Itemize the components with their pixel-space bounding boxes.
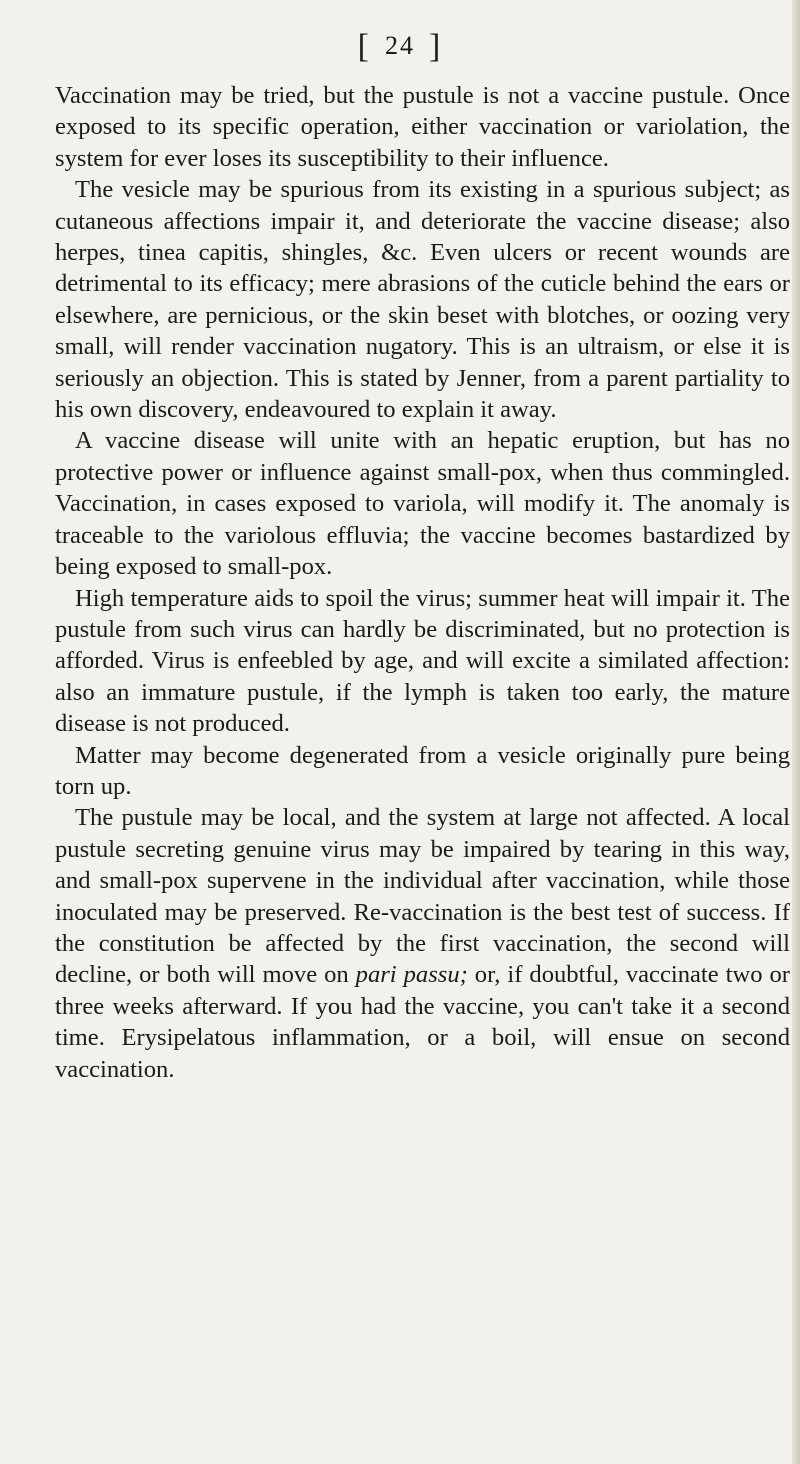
body-text [55, 80, 790, 1085]
paragraph [55, 425, 790, 582]
paragraph-text: A vaccine disease will unite with an hepatic eruption, but has no protective power or influence against small-pox, when thus commingled. Vaccination, in cases exposed to variola, will modify it. The anomaly is traceable to the variolous effluvia; the vaccine becomes bastardized by being exposed to small-pox. [55, 427, 790, 581]
paragraph-text: The pustule may be local, and the system at large not affected. A local pustule secreting genuine virus may be impaired by tearing in this way, and small-pox supervene in the individual after vaccination, while those inoculated may be preserved. Re-vaccination is the best test of success. If the constitution be affected by the first vaccination, the second will decline, or both will move on [55, 804, 790, 989]
paragraph [55, 740, 790, 803]
page-number-bracket-right: ] [429, 28, 443, 65]
paragraph [55, 80, 790, 174]
paragraph-text: or, if doubtful, vaccinate two or three weeks afterward. If you had the vaccine, you can't take it a second time. Erysipelatous inflammation, or a boil, will ensue on second vaccination. [55, 961, 790, 1083]
latin-phrase: pari passu; [355, 961, 468, 989]
page-number: 24 [385, 31, 415, 60]
page-number-bracket-left: [ [357, 28, 371, 65]
page-number-header [0, 26, 800, 67]
paragraph-text: Vaccination may be tried, but the pustule is not a vaccine pustule. Once exposed to its specific operation, either vaccination or variolation, the system for ever loses its susceptibility to their influence. [55, 82, 790, 172]
paragraph [55, 174, 790, 425]
paragraph-text: Matter may become degenerated from a vesicle originally pure being torn up. [55, 741, 790, 800]
paragraph [55, 802, 790, 1085]
paragraph-text: The vesicle may be spurious from its existing in a spurious subject; as cutaneous affections impair it, and deteriorate the vaccine disease; also herpes, tinea capitis, shingles, &c. Even ulcers or recent wounds are detrimental to its efficacy; mere abrasions of the cuticle behind the ears or elsewhere, are pernicious, or the skin beset with blotches, or oozing very small, will render vaccination nugatory. This is an ultraism, or else it is seriously an objection. This is stated by Jenner, from a parent partiality to his own discovery, endeavoured to explain it away. [55, 176, 790, 424]
page-edge-shadow [792, 0, 800, 1464]
paragraph [55, 583, 790, 740]
paragraph-text: High temperature aids to spoil the virus; summer heat will impair it. The pustule from such virus can hardly be discriminated, but no protection is afforded. Virus is enfeebled by age, and will excite a similated affection: also an immature pustule, if the lymph is taken too early, the mature disease is not produced. [55, 584, 790, 738]
